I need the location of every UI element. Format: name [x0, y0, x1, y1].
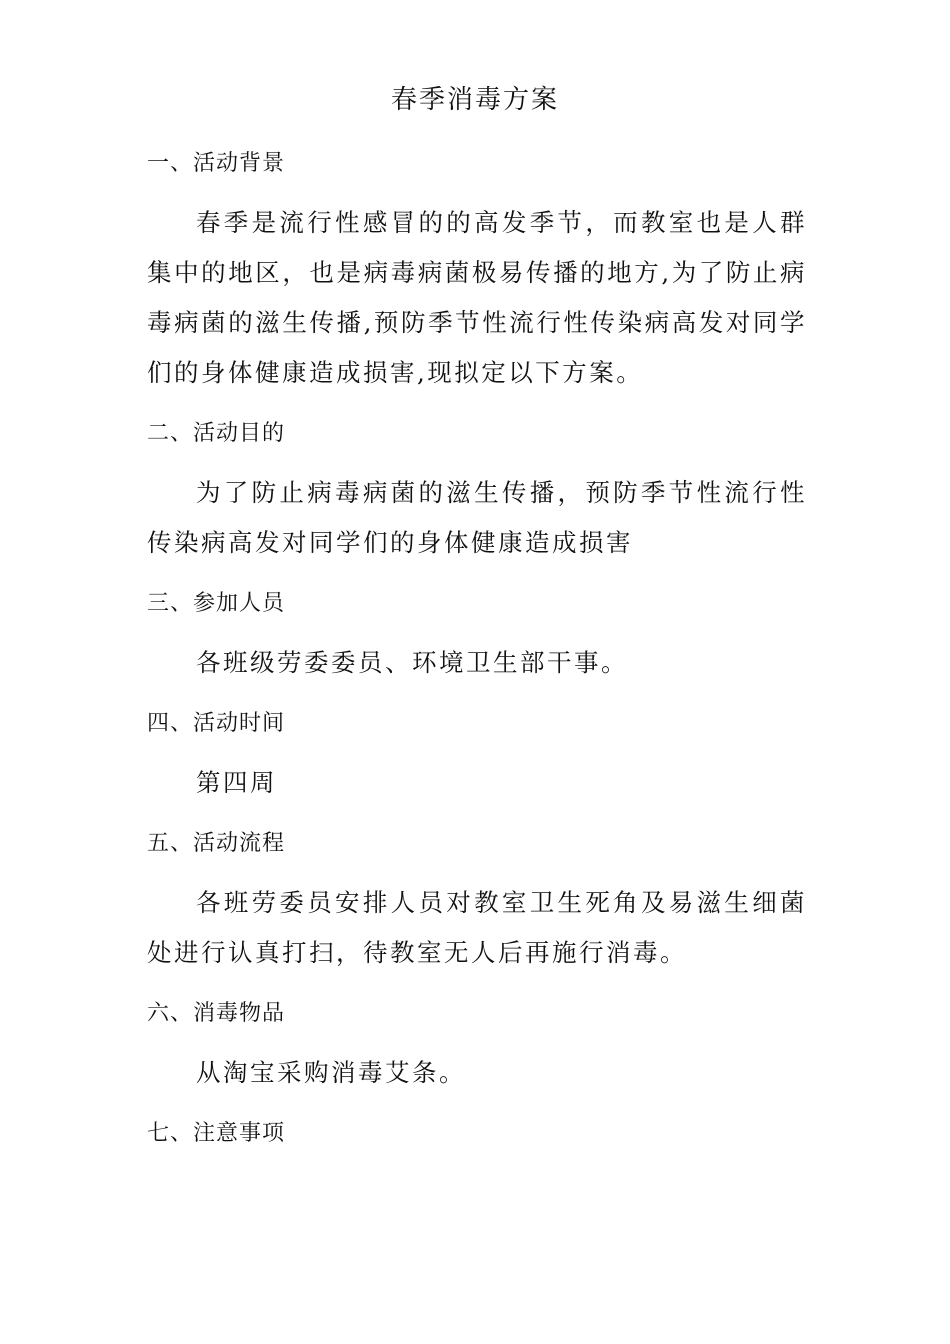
section-body-time: 第四周	[196, 768, 277, 797]
section-heading-time: 四、活动时间	[147, 711, 286, 736]
section-body-supplies: 从淘宝采购消毒艾条。	[196, 1058, 466, 1087]
section-heading-participants: 三、参加人员	[147, 591, 286, 616]
section-heading-notes: 七、注意事项	[147, 1121, 286, 1146]
section-body-background: 春季是流行性感冒的的高发季节，而教室也是人群集中的地区，也是病毒病菌极易传播的地方,为了防止病毒病菌的滋生传播,预防季节性流行性传染病高发对同学们的身体健康造成损害,现拟定以下方案。	[147, 208, 807, 387]
document-title: 春季消毒方案	[390, 85, 559, 115]
section-heading-background: 一、活动背景	[147, 151, 286, 176]
section-body-participants: 各班级劳委委员、环境卫生部干事。	[196, 648, 628, 677]
section-heading-purpose: 二、活动目的	[147, 421, 286, 446]
section-body-process: 各班劳委员安排人员对教室卫生死角及易滋生细菌处进行认真打扫，待教室无人后再施行消毒。	[147, 888, 807, 967]
section-heading-process: 五、活动流程	[147, 831, 286, 856]
document-content	[147, 140, 807, 1158]
section-body-purpose: 为了防止病毒病菌的滋生传播，预防季节性流行性传染病高发对同学们的身体健康造成损害	[147, 478, 807, 557]
section-heading-supplies: 六、消毒物品	[147, 1001, 286, 1026]
